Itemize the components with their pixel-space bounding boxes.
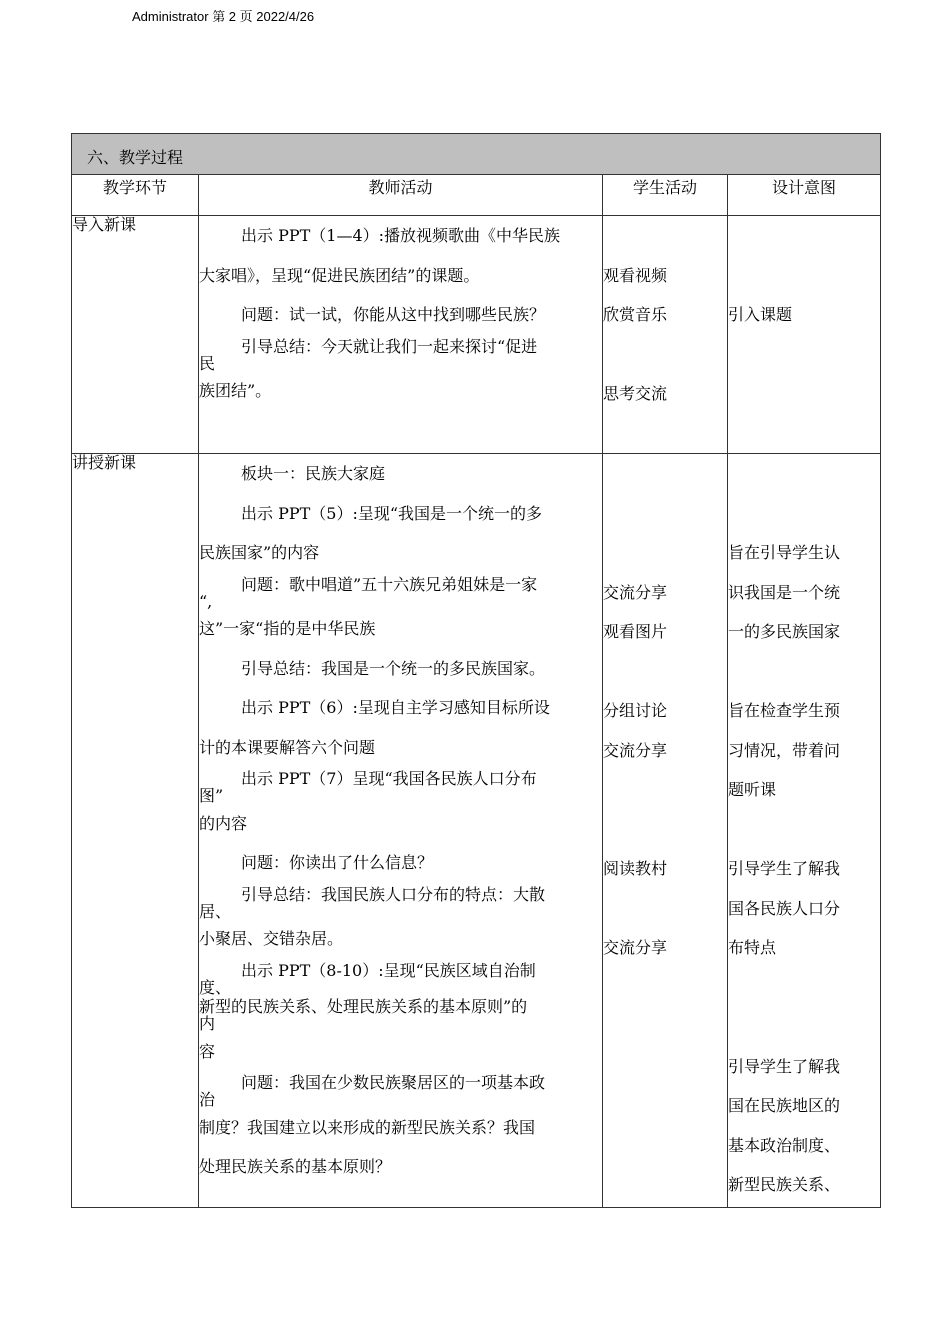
teacher-line: 小聚居、交错杂居。: [199, 929, 344, 948]
teacher-line: 新型的民族关系、处理民族关系的基本原则”的 内: [199, 997, 528, 1033]
teacher-line: 处理民族关系的基本原则？: [199, 1157, 392, 1176]
stage-label: 导入新课: [72, 215, 137, 234]
stage-cell: [72, 454, 199, 1208]
section-title: 六、教学过程: [87, 148, 184, 167]
teacher-line: 问题：试一试，你能从这中找到哪些民族？: [241, 305, 546, 324]
teacher-line: 出示 PPT（5）:呈现“我国是一个统一的多: [241, 503, 543, 523]
teacher-line: 族团结”。: [199, 381, 272, 400]
column-header-design: 设计意图: [728, 175, 881, 216]
teaching-process-table: [71, 133, 881, 1208]
student-activity: 思考交流: [603, 384, 668, 403]
design-intent: 国在民族地区的: [728, 1096, 841, 1115]
stage-cell: [72, 216, 199, 454]
column-header-stage: 教学环节: [72, 175, 199, 216]
design-intent: 引导学生了解我: [728, 1056, 841, 1076]
teacher-line: 引导总结：我国民族人口分布的特点：大散 居、: [199, 884, 546, 921]
teacher-line: 问题：我国在少数民族聚居区的一项基本政 治: [199, 1073, 546, 1109]
design-intent: 习情况，带着问: [728, 740, 841, 760]
teacher-line: 民族国家”的内容: [199, 543, 320, 562]
student-activity: 阅读教村: [603, 859, 668, 878]
teacher-activity-cell: [199, 454, 603, 1208]
teacher-line: 出示 PPT（8-10）:呈现“民族区域自治制 度、: [199, 960, 536, 997]
design-intent: 新型民族关系、: [728, 1175, 841, 1194]
teacher-line: 问题：歌中唱道”五十六族兄弟姐妹是一家 “,: [199, 574, 538, 611]
student-activity: 欣赏音乐: [603, 305, 668, 324]
student-activity: 交流分享: [603, 740, 668, 760]
design-intent: 旨在引导学生认: [728, 543, 841, 562]
design-intent: 布特点: [728, 938, 777, 957]
teacher-line: 制度？我国建立以来形成的新型民族关系？我国: [199, 1117, 536, 1137]
teacher-activity-cell: [199, 216, 603, 454]
design-intent-cell: [728, 216, 881, 454]
design-intent: 识我国是一个统: [728, 582, 841, 602]
design-intent-cell: [728, 454, 881, 1208]
design-intent: 国各民族人口分: [728, 898, 841, 918]
teacher-line: 引导总结：我国是一个统一的多民族国家。: [241, 658, 546, 678]
table-row: [72, 454, 881, 1208]
teacher-line: 板块一：民族大家庭: [241, 464, 386, 483]
column-header-teacher: 教师活动: [199, 175, 603, 216]
teacher-line: 容: [199, 1041, 216, 1061]
design-intent: 引导学生了解我: [728, 859, 841, 878]
student-activity-cell: [603, 216, 728, 454]
student-activity: 分组讨论: [603, 701, 668, 720]
student-activity: 交流分享: [603, 582, 668, 602]
student-activity: 观看视频: [603, 265, 668, 285]
teacher-line: 的内容: [199, 813, 248, 833]
design-intent: 题听课: [728, 780, 777, 799]
teacher-line: 问题：你读出了什么信息？: [241, 853, 434, 872]
teacher-line: 引导总结：今天就让我们一起来探讨“促进 民: [199, 336, 538, 373]
student-activity: 观看图片: [603, 622, 668, 641]
table-row: [72, 216, 881, 454]
stage-label: 讲授新课: [72, 453, 137, 472]
teacher-line: 大家唱》，呈现“促进民族团结”的课题。: [199, 265, 480, 285]
teacher-line: 计的本课要解答六个问题: [199, 737, 376, 757]
student-activity-cell: [603, 454, 728, 1208]
column-header-student: 学生活动: [603, 175, 728, 216]
design-intent: 引入课题: [728, 305, 793, 324]
column-header-row: [72, 175, 881, 216]
student-activity: 交流分享: [603, 938, 668, 957]
teacher-line: 出示 PPT（7）呈现“我国各民族人口分布 图”: [199, 769, 537, 805]
teacher-line: 出示 PPT（1—4）:播放视频歌曲《中华民族: [241, 226, 561, 245]
design-intent: 基本政治制度、: [728, 1135, 841, 1155]
teacher-line: 出示 PPT（6）:呈现自主学习感知目标所设: [241, 698, 550, 717]
teacher-line: 这”一家“指的是中华民族: [199, 619, 376, 638]
page-header: Administrator 第 2 页 2022/4/26: [132, 9, 315, 24]
section-title-cell: [72, 134, 881, 175]
design-intent: 一的多民族国家: [728, 622, 841, 641]
design-intent: 旨在检查学生预: [728, 701, 841, 720]
